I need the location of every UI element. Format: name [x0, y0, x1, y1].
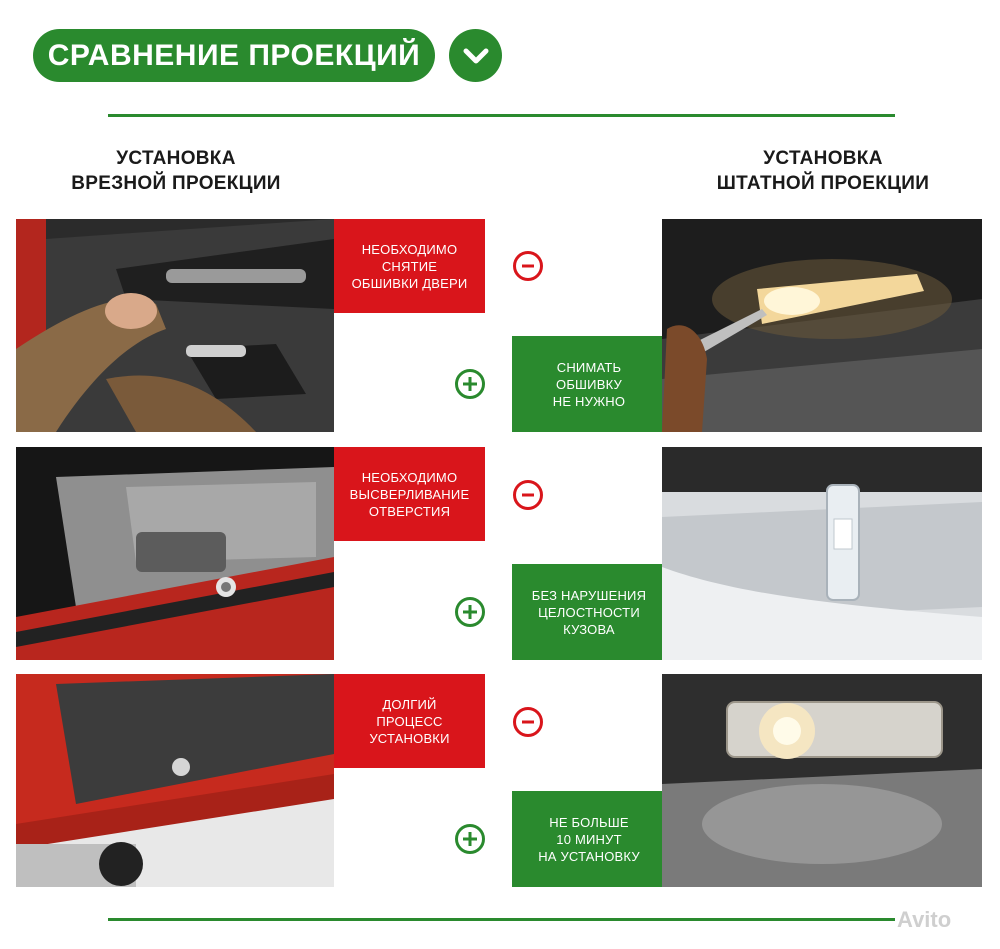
- top-divider: [108, 114, 895, 117]
- minus-point-3: [334, 674, 485, 768]
- plus-point-3: [512, 791, 666, 887]
- plus-icon: [462, 831, 478, 847]
- plus-point-1: [512, 336, 666, 432]
- plus-sign-3: [455, 824, 485, 854]
- expand-button[interactable]: [449, 29, 502, 82]
- watermark: Avito: [897, 907, 952, 932]
- left-heading-line1: УСТАНОВКА: [116, 148, 236, 169]
- minus-point-2: [334, 447, 485, 541]
- minus-sign-3: [513, 707, 543, 737]
- right-column-heading: [690, 146, 956, 196]
- minus-icon: [521, 715, 535, 729]
- plus-point-2-text: БЕЗ НАРУШЕНИЯ ЦЕЛОСТНОСТИ КУЗОВА: [531, 587, 647, 637]
- right-heading-line1: УСТАНОВКА: [763, 148, 883, 169]
- plus-point-1-text: СНИМАТЬ ОБШИВКУ НЕ НУЖНО: [552, 359, 626, 409]
- plus-icon: [462, 604, 478, 620]
- minus-point-3-text: ДОЛГИЙ ПРОЦЕСС УСТАНОВКИ: [369, 696, 450, 746]
- minus-point-1: [334, 219, 485, 313]
- minus-sign-2: [513, 480, 543, 510]
- minus-icon: [521, 259, 535, 273]
- left-heading-line2: ВРЕЗНОЙ ПРОЕКЦИИ: [71, 173, 281, 194]
- left-photo-installation: [16, 674, 334, 887]
- left-column-heading: [40, 146, 312, 196]
- minus-icon: [521, 488, 535, 502]
- plus-sign-1: [455, 369, 485, 399]
- right-photo-lit-trim: [662, 219, 982, 432]
- right-photo-lit-projector: [662, 674, 982, 887]
- minus-point-2-text: НЕОБХОДИМО ВЫСВЕРЛИВАНИЕ ОТВЕРСТИЯ: [349, 469, 470, 519]
- left-photo-door-trim-removal: [16, 219, 334, 432]
- right-photo-projector-clip: [662, 447, 982, 660]
- page-title-text: СРАВНЕНИЕ ПРОЕКЦИЙ: [47, 38, 421, 72]
- plus-icon: [462, 376, 478, 392]
- page-title: [33, 29, 435, 82]
- plus-point-3-text: НЕ БОЛЬШЕ 10 МИНУТ НА УСТАНОВКУ: [538, 814, 640, 864]
- chevron-down-icon: [463, 47, 489, 65]
- plus-point-2: [512, 564, 666, 660]
- plus-sign-2: [455, 597, 485, 627]
- minus-sign-1: [513, 251, 543, 281]
- left-photo-door-drilling: [16, 447, 334, 660]
- minus-point-1-text: НЕОБХОДИМО СНЯТИЕ ОБШИВКИ ДВЕРИ: [351, 241, 468, 291]
- right-heading-line2: ШТАТНОЙ ПРОЕКЦИИ: [716, 173, 930, 194]
- bottom-divider: [108, 918, 895, 921]
